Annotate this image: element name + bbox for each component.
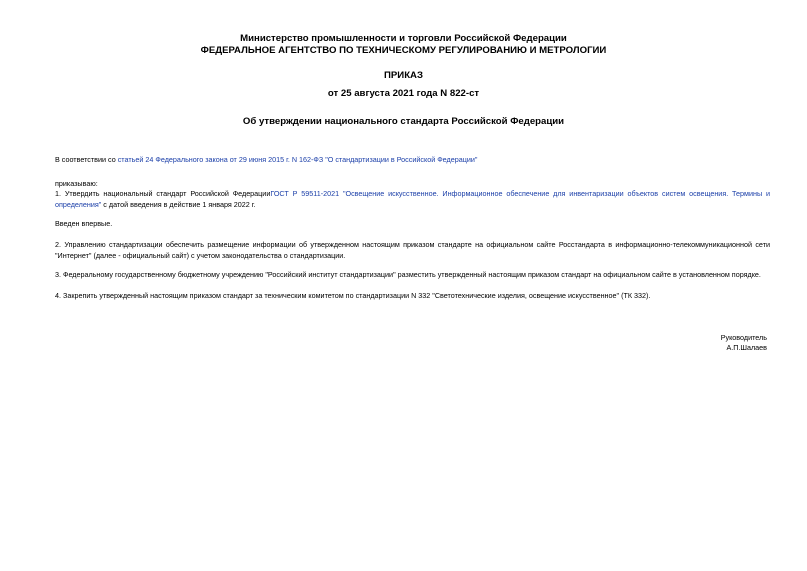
signatory-title: Руководитель <box>720 333 767 342</box>
item-4-paragraph: 4. Закрепить утвержденный настоящим приказом стандарт за техническим комитетом по стандартизации N 332 "Светотехнические изделия, освещение искусственное" (ТК 332). <box>55 291 651 300</box>
item-3-paragraph: 3. Федеральному государственному бюджетному учреждению "Российский институт стандартизации" разместить утвержденный настоящим приказом стандарт на официальном сайте в установленном порядке. <box>55 270 761 279</box>
preamble-text: В соответствии со <box>55 155 118 164</box>
order-title: ПРИКАЗ <box>384 70 423 81</box>
introduced-note: Введен впервые. <box>55 219 113 228</box>
order-date: от 25 августа 2021 года N 822-ст <box>327 88 480 99</box>
item-1-suffix: с датой введения в действие 1 января 2022 г. <box>101 199 256 209</box>
order-subject: Об утверждении национального стандарта Российской Федерации <box>242 116 565 127</box>
gost-standard-link[interactable]: ГОСТ Р 59511-2021 "Освещение искусственное. Информационное обеспечение для инвентаризации объектов систем освещения. Термины и определения" <box>55 189 770 209</box>
federal-law-link[interactable]: статьей 24 Федерального закона от 29 июня 2015 г. N 162-ФЗ "О стандартизации в Российской Федерации" <box>117 155 478 164</box>
preamble-paragraph <box>55 155 770 166</box>
item-1-text: 1. Утвердить национальный стандарт Российской Федерации <box>55 189 271 198</box>
signatory-name: А.П.Шалаев <box>726 343 767 352</box>
agency-name: ФЕДЕРАЛЬНОЕ АГЕНТСТВО ПО ТЕХНИЧЕСКОМУ РЕГУЛИРОВАНИЮ И МЕТРОЛОГИИ <box>200 45 607 56</box>
item-2-paragraph: 2. Управлению стандартизации обеспечить размещение информации об утвержденном настоящим приказом стандарте на официальном сайте Росстандарта в информационно-телекоммуникационной сети "Интернет" (далее - официальный сайт) с учетом законодательства о стандартизации. <box>55 240 770 260</box>
ministry-name: Министерство промышленности и торговли Российской Федерации <box>240 33 567 44</box>
order-word: приказываю: <box>55 179 98 188</box>
item-1-paragraph <box>55 189 770 210</box>
